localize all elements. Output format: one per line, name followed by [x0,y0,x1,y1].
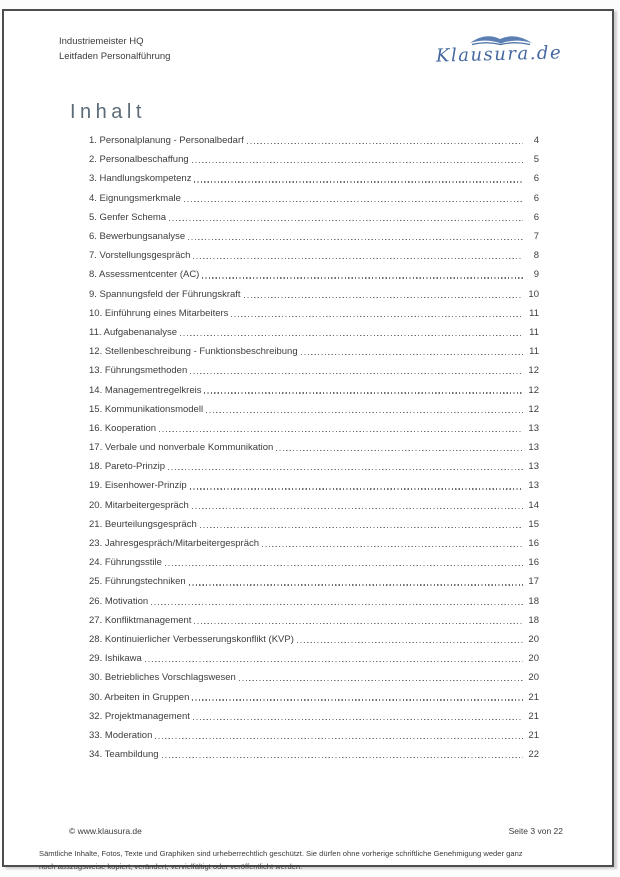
toc-entry[interactable] [89,515,539,534]
toc-entry[interactable] [89,476,539,495]
dot-leader [151,604,523,605]
footer-disclaimer [39,847,569,873]
dot-leader [231,316,523,317]
dot-leader [180,335,523,336]
dot-leader [193,719,523,720]
toc-entry-page: 18 [528,614,539,626]
toc-entry-page: 11 [529,326,539,338]
toc-entry-page: 5 [533,154,539,166]
toc-entry-page: 13 [528,442,539,454]
footer-copyright: © www.klausura.de [69,826,142,836]
toc-entry-label: 8. Assessmentcenter (AC) [89,269,200,281]
toc-entry-label: 3. Handlungskompetenz [89,173,192,185]
toc-entry-label: 27. Konfliktmanagement [89,614,192,626]
toc-entry-label: 21. Beurteilungsgespräch [89,518,197,530]
toc-entry[interactable] [89,380,539,399]
dot-leader [192,508,523,509]
toc-entry[interactable] [89,304,539,323]
dot-leader [204,392,523,393]
toc-entry-label: 32. Projektmanagement [89,710,190,722]
dot-leader [184,201,523,202]
footer-page-indicator: Seite 3 von 22 [508,826,563,836]
dot-leader [194,623,523,624]
page-title: Inhalt [70,101,146,123]
dot-leader [244,297,523,298]
toc-entry-page: 10 [528,288,539,300]
toc-entry[interactable] [89,438,539,457]
toc-entry-label: 13. Führungsmethoden [89,365,188,377]
dot-leader [169,220,523,221]
toc-entry-page: 18 [528,595,539,607]
toc-entry-label: 6. Bewerbungsanalyse [89,231,186,243]
dot-leader [193,258,523,259]
toc-entry[interactable] [89,169,539,188]
toc-entry[interactable] [89,630,539,649]
toc-entry-label: 19. Eisenhower-Prinzip [89,480,187,492]
toc-entry-page: 20 [528,633,539,645]
toc-entry-label: 30. Arbeiten in Gruppen [89,691,190,703]
toc-entry-label: 12. Stellenbeschreibung - Funktionsbeschreibung [89,346,298,358]
document-page [2,9,614,871]
toc-entry[interactable] [89,745,539,764]
document-header [59,34,170,64]
toc-entry-page: 6 [533,173,539,185]
toc-entry-label: 2. Personalbeschaffung [89,154,189,166]
toc-entry-label: 25. Führungstechniken [89,576,186,588]
toc-entry-page: 21 [528,691,539,703]
toc-entry-page: 11 [529,346,539,358]
dot-leader [262,546,523,547]
toc-entry-page: 9 [533,269,539,281]
toc-entry[interactable] [89,457,539,476]
toc-entry[interactable] [89,227,539,246]
document-footer [69,826,563,836]
toc-entry-page: 13 [528,422,539,434]
toc-entry-page: 11 [529,307,539,319]
dot-leader [162,757,523,758]
logo-wordmark: Klausura.de [435,42,563,67]
dot-leader [297,642,523,643]
toc-entry[interactable] [89,361,539,380]
dot-leader [145,661,523,662]
toc-entry-page: 21 [528,729,539,741]
dot-leader [206,412,523,413]
toc-entry-label: 5. Genfer Schema [89,211,167,223]
toc-entry-page: 13 [528,461,539,473]
dot-leader [194,181,523,182]
toc-entry[interactable] [89,496,539,515]
toc-entry-label: 9. Spannungsfeld der Führungskraft [89,288,241,300]
toc-entry-label: 1. Personalplanung - Personalbedarf [89,135,244,147]
toc-entry-page: 20 [528,672,539,684]
toc-entry[interactable] [89,553,539,572]
toc-entry[interactable] [89,649,539,668]
doc-subtitle: Leitfaden Personalführung [59,51,171,62]
toc-entry-label: 17. Verbale und nonverbale Kommunikation [89,442,274,454]
toc-entry-page: 15 [528,518,539,530]
dot-leader [188,239,523,240]
toc-entry[interactable] [89,592,539,611]
toc-entry-page: 20 [528,653,539,665]
toc-entry[interactable] [89,342,539,361]
dot-leader [202,277,523,278]
toc-entry-page: 14 [528,499,539,511]
klausura-logo [436,31,572,75]
toc-entry-label: 7. Vorstellungsgespräch [89,250,191,262]
dot-leader [301,354,523,355]
toc-entry[interactable] [89,208,539,227]
toc-entry-label: 18. Pareto-Prinzip [89,461,166,473]
toc-entry[interactable] [89,323,539,342]
toc-entry-page: 21 [528,710,539,722]
dot-leader [159,431,523,432]
toc-entry-page: 16 [528,538,539,550]
toc-entry[interactable] [89,189,539,208]
toc-list [89,131,539,764]
toc-entry-label: 29. Ishikawa [89,653,142,665]
toc-entry[interactable] [89,246,539,265]
toc-entry-page: 16 [528,557,539,569]
toc-entry[interactable] [89,265,539,284]
disclaimer-line1: Sämtliche Inhalte, Fotos, Texte und Graphiken sind urheberrechtlich geschützt. Sie dürfen ohne vorherige schriftliche Genehmigung weder ganz [39,849,523,858]
toc-entry-label: 33. Moderation [89,729,153,741]
toc-entry-page: 12 [528,403,539,415]
toc-entry[interactable] [89,707,539,726]
doc-title: Industriemeister HQ [59,36,144,47]
dot-leader [190,373,523,374]
toc-entry[interactable] [89,150,539,169]
toc-entry-label: 26. Motivation [89,595,149,607]
toc-entry-label: 28. Kontinuierlicher Verbesserungskonflikt (KVP) [89,633,294,645]
toc-entry-label: 30. Betriebliches Vorschlagswesen [89,672,236,684]
dot-leader [165,565,523,566]
toc-entry-page: 8 [533,250,539,262]
toc-entry[interactable] [89,131,539,150]
toc-entry-label: 4. Eignungsmerkmale [89,192,181,204]
disclaimer-line2: noch auszugsweise kopiert, verändert, vervielfältigt oder veröffentlicht werden. [39,862,303,871]
dot-leader [247,143,523,144]
toc-entry-page: 17 [528,576,539,588]
toc-entry-label: 20. Mitarbeitergespräch [89,499,189,511]
dot-leader [192,162,523,163]
toc-entry-label: 15. Kommunikationsmodell [89,403,204,415]
toc-entry-label: 16. Kooperation [89,422,157,434]
toc-entry[interactable] [89,572,539,591]
toc-entry-page: 13 [528,480,539,492]
toc-entry-page: 12 [528,365,539,377]
toc-entry[interactable] [89,534,539,553]
dot-leader [190,488,523,489]
toc-entry-label: 14. Managementregelkreis [89,384,202,396]
dot-leader [200,527,523,528]
dot-leader [189,584,523,585]
dot-leader [239,680,523,681]
toc-entry[interactable] [89,668,539,687]
toc-entry-page: 12 [528,384,539,396]
toc-entry-page: 6 [533,192,539,204]
toc-entry[interactable] [89,400,539,419]
dot-leader [155,738,523,739]
toc-entry-page: 7 [533,231,539,243]
toc-entry[interactable] [89,726,539,745]
toc-entry-page: 4 [533,135,539,147]
toc-entry[interactable] [89,419,539,438]
toc-entry-page: 22 [528,749,539,761]
toc-entry-label: 34. Teambildung [89,749,159,761]
toc-entry[interactable] [89,611,539,630]
dot-leader [192,699,523,700]
toc-entry-label: 24. Führungsstile [89,557,162,569]
toc-entry[interactable] [89,285,539,304]
toc-entry-label: 11. Aufgabenanalyse [89,326,178,338]
toc-entry[interactable] [89,687,539,706]
dot-leader [276,450,523,451]
toc-entry-label: 23. Jahresgespräch/Mitarbeitergespräch [89,538,260,550]
dot-leader [168,469,523,470]
toc-entry-page: 6 [533,211,539,223]
toc-entry-label: 10. Einführung eines Mitarbeiters [89,307,229,319]
